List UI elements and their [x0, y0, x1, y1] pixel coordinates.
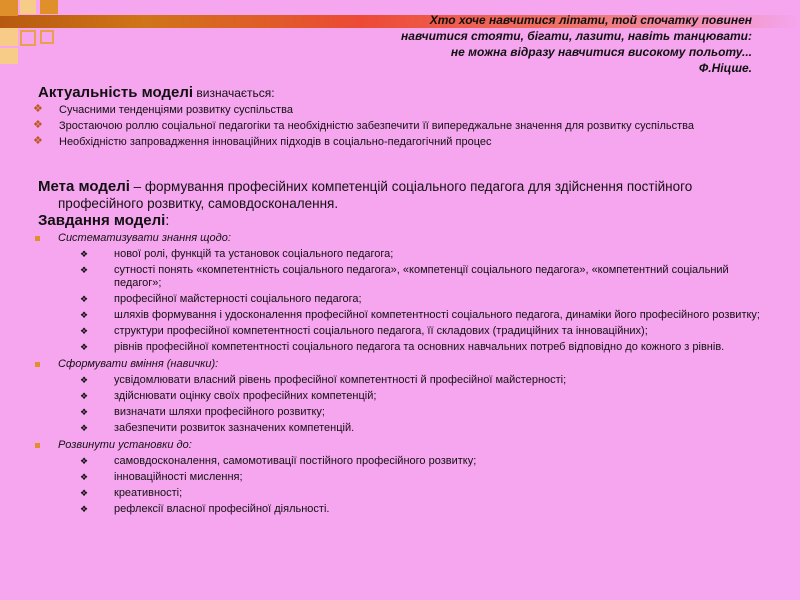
- list-item: ❖ Необхідністю запровадження інноваційних підходів в соціально-педагогічний процес: [33, 135, 492, 148]
- diamond-bullet-icon: ❖: [80, 472, 89, 482]
- epigraph-quote: [232, 12, 752, 76]
- list-item: ❖ сутності понять «компетентність соціального педагога», «компетенції соціального педагога», «компетентний соціальний педагог»;: [80, 264, 729, 289]
- task-group-label: Розвинути установки до:: [38, 438, 768, 452]
- list-item: ❖ рефлексії власної професійної діяльності.: [80, 503, 330, 515]
- list-item: ❖ Зростаючою роллю соціальної педагогіки та необхідністю забезпечити її випереджальне значення для розвитку суспільства: [33, 119, 694, 132]
- task-group-label: Систематизувати знання щодо:: [38, 231, 768, 245]
- list-item: ❖ Сучасними тенденціями розвитку суспільства: [33, 103, 293, 116]
- relevance-list: [33, 103, 768, 149]
- diamond-bullet-icon: ❖: [80, 342, 89, 352]
- list-item: ❖ здійснювати оцінку своїх професійних компетенцій;: [80, 390, 377, 402]
- diamond-bullet-icon: ❖: [80, 391, 89, 401]
- square-bullet-icon: [35, 362, 40, 367]
- list-item: ❖ усвідомлювати власний рівень професійної компетентності й професійної майстерності;: [80, 374, 567, 386]
- diamond-bullet-icon: ❖: [80, 294, 89, 304]
- diamond-bullet-icon: ❖: [80, 423, 89, 433]
- diamond-bullet-icon: ❖: [33, 103, 43, 115]
- list-item: ❖ рівнів професійної компетентності соціального педагога та основних навчальних потреб відповідно до кожного з рівнів.: [80, 341, 725, 353]
- diamond-bullet-icon: ❖: [80, 456, 89, 466]
- quote-line: не можна відразу навчитися високому польоту...: [450, 45, 752, 59]
- tasks-section: [38, 212, 768, 519]
- goal-section: [38, 178, 768, 212]
- list-item: ❖ самовдосконалення, самомотивації постійного професійного розвитку;: [80, 455, 477, 467]
- square-bullet-icon: [35, 236, 40, 241]
- list-item: ❖ професійної майстерності соціального педагога;: [80, 293, 362, 305]
- list-item: ❖ нової ролі, функцій та установок соціального педагога;: [80, 248, 394, 260]
- decor-square: [0, 28, 18, 46]
- diamond-bullet-icon: ❖: [80, 488, 89, 498]
- relevance-suffix: визначається:: [193, 86, 275, 100]
- goal-title: Мета моделі: [38, 178, 130, 195]
- decor-square: [40, 0, 58, 14]
- relevance-heading: [38, 84, 768, 102]
- diamond-bullet-icon: ❖: [80, 504, 89, 514]
- task-group-list: [38, 248, 768, 354]
- relevance-title: Актуальність моделі: [38, 84, 194, 101]
- decor-square: [40, 30, 54, 44]
- decor-square: [20, 30, 36, 46]
- quote-line: навчитися стояти, бігати, лазити, навіть танцювати:: [401, 29, 752, 43]
- list-item: ❖ шляхів формування і удосконалення професійної компетентності соціального педагога, динаміки його професійного розвитку;: [80, 309, 760, 321]
- square-bullet-icon: [35, 443, 40, 448]
- task-group-label: Сформувати вміння (навички):: [38, 357, 768, 371]
- diamond-bullet-icon: ❖: [80, 249, 89, 259]
- diamond-bullet-icon: ❖: [80, 310, 89, 320]
- tasks-heading: Завдання моделі:: [38, 212, 170, 229]
- quote-line: Хто хоче навчитися літати, той спочатку повинен: [429, 13, 752, 27]
- quote-author: Ф.Ніцше.: [698, 61, 752, 75]
- diamond-bullet-icon: ❖: [80, 375, 89, 385]
- list-item: ❖ креативності;: [80, 487, 183, 499]
- decor-square: [20, 0, 36, 14]
- task-group-list: [38, 374, 768, 435]
- decor-square: [0, 48, 18, 64]
- task-group-list: [38, 455, 768, 516]
- diamond-bullet-icon: ❖: [80, 407, 89, 417]
- goal-text: – формування професійних компетенцій соціального педагога для здійснення постійного професійного розвитку, самовдосконалення.: [58, 179, 693, 211]
- diamond-bullet-icon: ❖: [33, 135, 43, 147]
- list-item: ❖ інноваційності мислення;: [80, 471, 243, 483]
- list-item: ❖ структури професійної компетентності соціального педагога, її складових (традиційних та інноваційних);: [80, 325, 648, 337]
- decor-square: [0, 0, 18, 16]
- goal-paragraph: [38, 178, 768, 212]
- diamond-bullet-icon: ❖: [80, 265, 89, 275]
- relevance-section: [33, 84, 768, 152]
- diamond-bullet-icon: ❖: [80, 326, 89, 336]
- diamond-bullet-icon: ❖: [33, 119, 43, 131]
- list-item: ❖ визначати шляхи професійного розвитку;: [80, 406, 325, 418]
- list-item: ❖ забезпечити розвиток зазначених компетенцій.: [80, 422, 355, 434]
